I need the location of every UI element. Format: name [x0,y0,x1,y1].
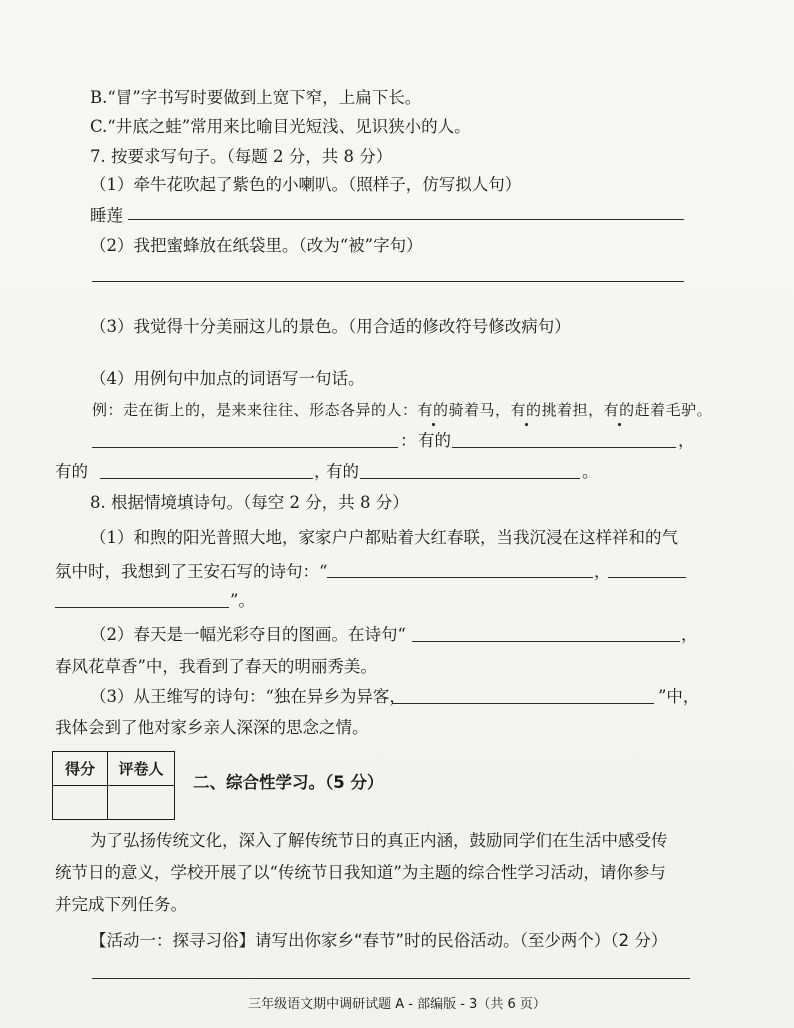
answer-line-8-1b[interactable] [608,577,686,578]
score-table [52,751,175,820]
q8-item-1-comma: ， [594,562,611,581]
grader-header: 评卷人 [108,752,175,786]
page-footer: 三年级语文期中调研试题 A - 部编版 - 3（共 6 页） [248,997,546,1012]
q7-item-4: （4）用例句中加点的词语写一句话。 [90,369,365,388]
section-2-intro-line-2: 统节日的意义，学校开展了以“传统节日我知道”为主题的综合性学习活动，请你参与 [55,863,666,882]
q8-item-3-line-2: 我体会到了他对家乡亲人深深的思念之情。 [55,718,369,737]
answer-line-8-1a[interactable] [327,577,593,578]
q8-item-2-comma: ， [681,625,698,644]
answer-line-7-4a[interactable] [92,447,398,448]
question-8-title: 8. 根据情境填诗句。（每空 2 分，共 8 分） [90,493,409,512]
q7-example-sentence [92,399,712,421]
option-c: C.“井底之蛙”常用来比喻目光短浅、见识狭小的人。 [90,117,471,136]
example-part-a: 例：走在街上的，是来来往往、形态各异的人： [92,401,418,419]
q7-item-1-prefix: 睡莲 [90,206,123,225]
example-part-b: 骑着马， [448,401,511,419]
q8-item-1-end: ”。 [230,591,255,610]
q7-item-2: （2）我把蜜蜂放在纸袋里。（改为“被”字句） [90,236,423,255]
answer-line-8-2[interactable] [412,641,680,642]
question-7-title: 7. 按要求写句子。（每题 2 分，共 8 分） [90,147,393,166]
option-b: B.“冒”字书写时要做到上宽下窄，上扁下长。 [90,88,422,107]
score-cell[interactable] [53,786,108,820]
answer-line-7-1[interactable] [128,219,684,220]
example-dotted-word: 有的 [603,401,635,419]
answer-line-8-1c[interactable] [55,607,229,608]
example-part-c: 挑着担， [541,401,604,419]
q7-item-3: （3）我觉得十分美丽这儿的景色。（用合适的修改符号修改病句） [90,317,571,336]
fill-youde-1: 有的 [418,431,451,450]
fill-youde-3: 有的 [326,462,359,481]
q8-item-2-line-2: 春风花草香”中，我看到了春天的明丽秀美。 [55,657,377,676]
fill-youde-2: 有的 [55,462,88,481]
example-part-e: 赶着毛驴。 [634,401,713,419]
q8-item-2-line-1: （2）春天是一幅光彩夺目的图画。在诗句“ [90,625,406,644]
example-dotted-word: 有的 [510,401,542,419]
activity-1: 【活动一：探寻习俗】请写出你家乡“春节”时的民俗活动。（至少两个）（2 分） [90,931,668,950]
q7-item-1: （1）牵牛花吹起了紫色的小喇叭。（照样子，仿写拟人句） [90,175,522,194]
fill-end: 。 [582,462,599,481]
grader-cell[interactable] [108,786,175,820]
answer-line-activity-1[interactable] [92,978,690,979]
answer-line-7-4c[interactable] [100,478,313,479]
fill-comma-1: ， [678,431,695,450]
score-header: 得分 [53,752,108,786]
q8-item-1-line-1: （1）和煦的阳光普照大地，家家户户都贴着大红春联，当我沉浸在这样祥和的气 [90,528,678,547]
example-dotted-word: 有的 [417,401,449,419]
answer-line-8-3[interactable] [392,703,654,704]
section-2-intro-line-3: 并完成下列任务。 [55,895,187,914]
section-2-intro-line-1: 为了弘扬传统文化，深入了解传统节日的真正内涵，鼓励同学们在生活中感受传 [90,831,668,850]
answer-line-7-4b[interactable] [452,447,676,448]
fill-colon: ： [400,431,417,450]
fill-comma-2: ， [314,462,331,481]
q8-item-3-end: ”中， [658,687,700,706]
section-2-title: 二、综合性学习。（5 分） [193,773,384,792]
q8-item-1-line-2: 氛中时，我想到了王安石写的诗句：“ [55,562,328,581]
answer-line-7-4d[interactable] [360,478,580,479]
answer-line-7-2[interactable] [92,281,684,282]
q8-item-3-line-1: （3）从王维写的诗句：“独在异乡为异客， [90,687,406,706]
